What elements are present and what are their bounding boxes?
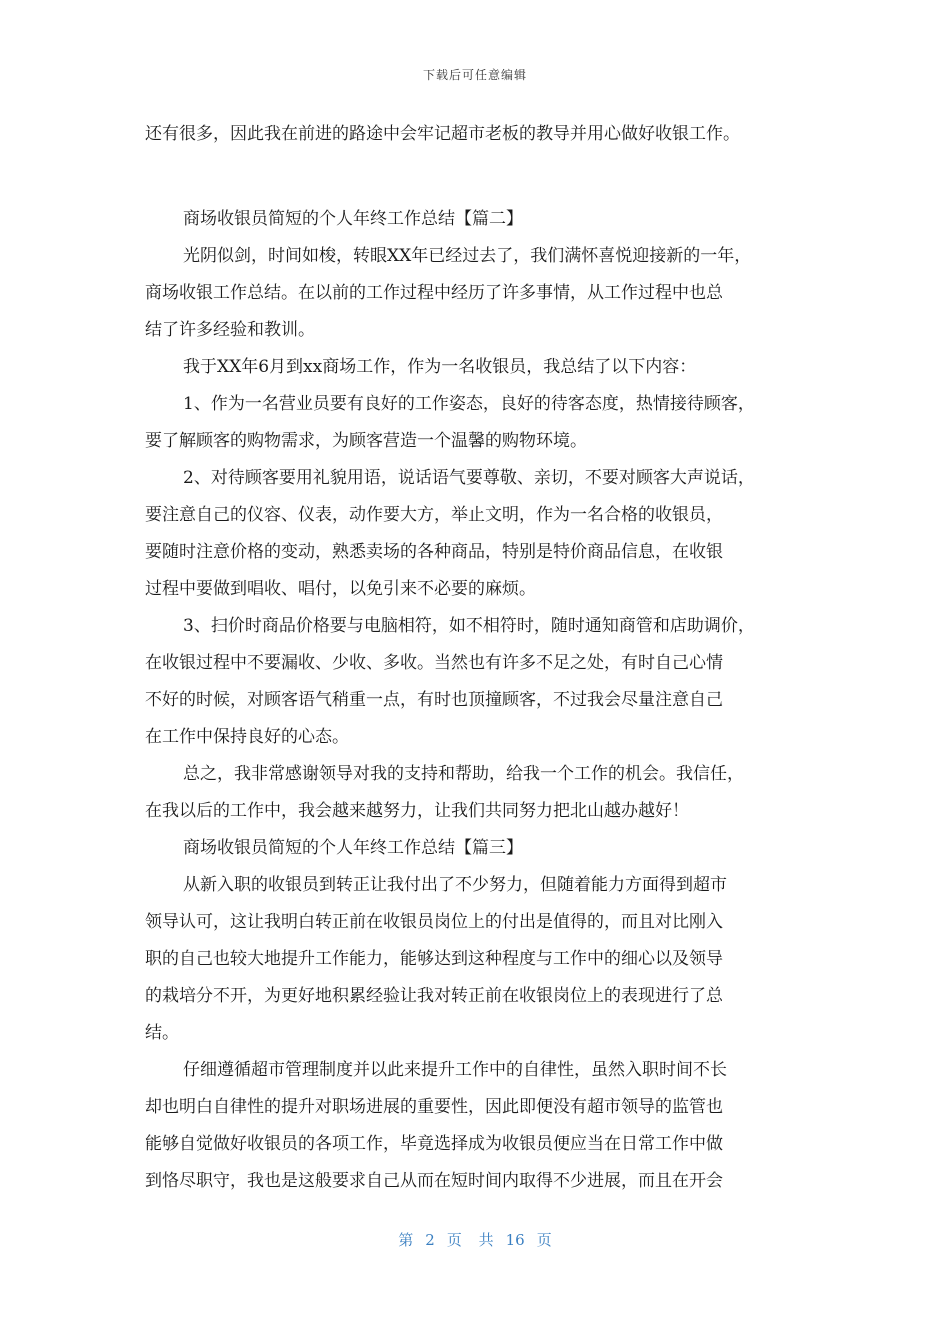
paragraph-line: 能够自觉做好收银员的各项工作，毕竟选择成为收银员便应当在日常工作中做 bbox=[145, 1134, 723, 1154]
footer-current-page: 2 bbox=[425, 1231, 435, 1249]
footer-middle: 页 共 bbox=[446, 1231, 494, 1249]
paragraph-line: 的栽培分不开，为更好地积累经验让我对转正前在收银岗位上的表现进行了总 bbox=[145, 986, 723, 1006]
paragraph-line: 不好的时候，对顾客语气稍重一点，有时也顶撞顾客，不过我会尽量注意自己 bbox=[145, 690, 723, 710]
paragraph-line: 1、作为一名营业员要有良好的工作姿态，良好的待客态度，热情接待顾客， bbox=[183, 394, 755, 414]
paragraph-line: 还有很多，因此我在前进的路途中会牢记超市老板的教导并用心做好收银工作。 bbox=[145, 124, 740, 144]
paragraph-line: 商场收银工作总结。在以前的工作过程中经历了许多事情，从工作过程中也总 bbox=[145, 283, 723, 303]
footer-prefix: 第 bbox=[398, 1231, 414, 1249]
section-heading: 商场收银员简短的个人年终工作总结【篇二】 bbox=[183, 209, 523, 229]
paragraph-line: 职的自己也较大地提升工作能力，能够达到这种程度与工作中的细心以及领导 bbox=[145, 949, 723, 969]
paragraph-line: 3、扫价时商品价格要与电脑相符，如不相符时，随时通知商管和店助调价， bbox=[183, 616, 755, 636]
paragraph-line: 结。 bbox=[145, 1023, 179, 1043]
paragraph-line: 领导认可，这让我明白转正前在收银员岗位上的付出是值得的，而且对比刚入 bbox=[145, 912, 723, 932]
header-note: 下载后可任意编辑 bbox=[422, 68, 527, 82]
paragraph-line: 要随时注意价格的变动，熟悉卖场的各种商品，特别是特价商品信息，在收银 bbox=[145, 542, 723, 562]
paragraph-line: 要注意自己的仪容、仪表，动作要大方，举止文明，作为一名合格的收银员， bbox=[145, 505, 723, 525]
paragraph-line: 我于XX年6月到xx商场工作，作为一名收银员，我总结了以下内容： bbox=[183, 357, 697, 377]
paragraph-line: 过程中要做到唱收、唱付，以免引来不必要的麻烦。 bbox=[145, 579, 536, 599]
footer-total-pages: 16 bbox=[505, 1231, 525, 1249]
paragraph-line: 在工作中保持良好的心态。 bbox=[145, 727, 349, 747]
document-body bbox=[145, 116, 817, 1200]
paragraph-line: 光阴似剑，时间如梭，转眼XX年已经过去了，我们满怀喜悦迎接新的一年， bbox=[183, 246, 752, 266]
paragraph-line: 仔细遵循超市管理制度并以此来提升工作中的自律性，虽然入职时间不长 bbox=[183, 1060, 727, 1080]
section-heading: 商场收银员简短的个人年终工作总结【篇三】 bbox=[183, 838, 523, 858]
paragraph-line: 从新入职的收银员到转正让我付出了不少努力，但随着能力方面得到超市 bbox=[183, 875, 727, 895]
footer-suffix: 页 bbox=[536, 1231, 552, 1249]
paragraph-line: 在我以后的工作中，我会越来越努力，让我们共同努力把北山越办越好！ bbox=[145, 801, 689, 821]
paragraph-line: 要了解顾客的购物需求，为顾客营造一个温馨的购物环境。 bbox=[145, 431, 587, 451]
paragraph-line: 在收银过程中不要漏收、少收、多收。当然也有许多不足之处，有时自己心情 bbox=[145, 653, 723, 673]
paragraph-line: 到恪尽职守，我也是这般要求自己从而在短时间内取得不少进展，而且在开会 bbox=[145, 1171, 723, 1191]
paragraph-line: 2、对待顾客要用礼貌用语，说话语气要尊敬、亲切，不要对顾客大声说话， bbox=[183, 468, 755, 488]
page-number-footer bbox=[0, 1229, 950, 1250]
paragraph-line: 总之，我非常感谢领导对我的支持和帮助，给我一个工作的机会。我信任， bbox=[183, 764, 744, 784]
paragraph-line: 结了许多经验和教训。 bbox=[145, 320, 315, 340]
spacer bbox=[145, 153, 817, 201]
paragraph-line: 却也明白自律性的提升对职场进展的重要性，因此即便没有超市领导的监管也 bbox=[145, 1097, 723, 1117]
